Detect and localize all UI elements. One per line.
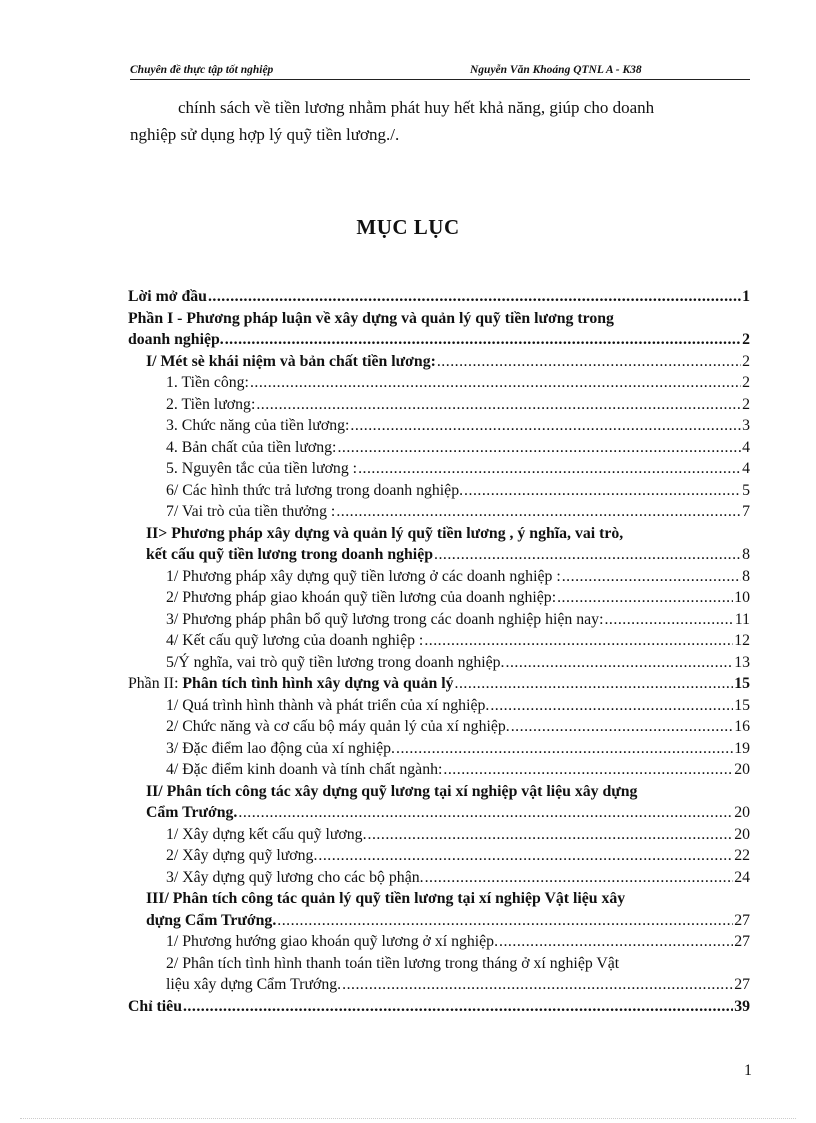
toc-entry-text: 2/ Phân tích tình hình thanh toán tiền lương trong tháng ở xí nghiệp Vật [166,954,620,972]
toc-entry-page: 2 [742,374,750,391]
toc-entry [128,802,750,824]
toc-entry-text: 2/ Phương pháp giao khoán quỹ tiền lương của doanh nghiệp: [166,589,557,606]
toc-entry-text: 3/ Phương pháp phân bổ quỹ lương trong các doanh nghiệp hiện nay: [166,610,604,628]
toc-entry-text-cont: Cẩm Trướng. [146,804,238,821]
toc-entry-page: 39 [734,997,750,1015]
toc-entry [128,458,750,480]
toc-entry-page: 4 [742,438,750,456]
toc-entry [128,566,750,588]
toc-entry-page: 10 [734,589,750,606]
toc-entry [128,716,750,738]
toc-entry-page: 20 [734,761,750,778]
toc-entry-text: 3/ Đặc điểm lao động của xí nghiệp. [166,739,395,757]
page-number: 1 [744,1062,752,1079]
toc-entry [128,824,750,846]
toc-entry-text: 1/ Phương pháp xây dựng quỹ tiền lương ở các doanh nghiệp : [166,567,561,585]
toc-entry-text: 1/ Phương hướng giao khoán quỹ lương ở xí nghiệp. [166,933,499,950]
toc-entry-text: 1. Tiền công: [166,374,249,391]
toc-entry [128,695,750,717]
toc-entry-prefix: Phần II: [128,675,179,692]
toc-entry-page: 3 [742,417,750,434]
toc-entry-text: II/ Phân tích công tác xây dựng quỹ lương tại xí nghiệp vật liệu xây dựng [146,782,638,800]
toc-entry [128,673,750,695]
toc-entry-text: Chỉ tiêu [128,997,182,1015]
toc-entry-text: 5/Ý nghĩa, vai trò quỹ tiền lương trong doanh nghiệp. [166,653,505,671]
toc-entry-page: 20 [734,825,750,843]
toc-entry-page: 27 [734,911,750,929]
toc-entry [128,931,750,953]
toc-entry-text: III/ Phân tích công tác quản lý quỹ tiền lương tại xí nghiệp Vật liệu xây [146,890,626,907]
toc-entry [128,996,750,1018]
toc-entry [128,480,750,502]
toc-entry-text: 2/ Chức năng và cơ cấu bộ máy quản lý của xí nghiệp. [166,718,510,735]
toc-entry-page: 13 [734,653,750,671]
toc-entry-page: 1 [742,288,750,305]
intro-paragraph [130,94,748,148]
toc-entry-page: 15 [734,675,750,692]
toc-entry-text: Phần I - Phương pháp luận về xây dựng và quản lý quỹ tiền lương trong [128,309,614,327]
toc-entry-text: 5. Nguyên tắc của tiền lương : [166,460,358,477]
toc-entry [128,974,750,996]
toc-entry-page: 11 [734,610,750,628]
toc-entry-page: 16 [734,718,750,735]
toc-entry [128,286,750,308]
toc-entry-page: 24 [734,868,750,886]
toc-entry-text: 4/ Đặc điểm kinh doanh và tính chất ngành: [166,761,443,778]
toc-entry-page: 12 [734,632,750,649]
page-header [130,64,750,80]
toc-entry [128,329,750,351]
toc-entry-text-cont: dựng Cẩm Trướng. [146,911,277,929]
toc-entry-text: 4/ Kết cấu quỹ lương của doanh nghiệp : [166,632,424,649]
table-of-contents [128,286,750,1017]
toc-entry [128,867,750,889]
intro-line: nghiệp sử dụng hợp lý quỹ tiền lương./. [130,125,400,144]
header-author: Nguyễn Văn Khoáng QTNL A - K38 [470,64,642,76]
toc-entry [128,351,750,373]
toc-entry [128,372,750,394]
toc-entry-page: 27 [734,976,750,993]
toc-entry [128,910,750,932]
toc-entry-text: Lời mở đầu [128,288,207,305]
toc-entry [128,501,750,523]
toc-entry-text: 2. Tiền lương: [166,395,256,413]
toc-entry [128,845,750,867]
toc-entry-page: 2 [742,331,750,348]
page-title: MỤC LỤC [356,215,460,239]
toc-entry [128,437,750,459]
header-title: Chuyên đề thực tập tốt nghiệp [130,64,274,76]
toc-entry-text: 7/ Vai trò của tiền thưởng : [166,503,336,520]
toc-entry [128,394,750,416]
toc-entry [128,759,750,781]
toc-entry-text-cont: liệu xây dựng Cẩm Trướng. [166,976,342,993]
toc-entry-text: 1/ Xây dựng kết cấu quỹ lương. [166,825,367,843]
toc-entry-text: 2/ Xây dựng quỹ lương. [166,847,318,864]
toc-entry-text: Phân tích tình hình xây dựng và quản lý [182,675,454,692]
toc-entry-page: 5 [742,481,750,499]
toc-entry-page: 19 [734,739,750,757]
toc-entry-text: 1/ Quá trình hình thành và phát triển của xí nghiệp. [166,696,490,714]
toc-entry-page: 2 [742,352,750,370]
toc-entry-page: 27 [734,933,750,950]
toc-entry-page: 4 [742,460,750,477]
toc-entry [128,587,750,609]
toc-entry-text-cont: kết cấu quỹ tiền lương trong doanh nghiệp [146,546,433,563]
toc-entry [128,415,750,437]
toc-entry [128,544,750,566]
toc-entry-page: 15 [734,696,750,714]
toc-entry [128,738,750,760]
toc-entry-page: 20 [734,804,750,821]
toc-entry-text-cont: doanh nghiệp. [128,331,224,348]
toc-entry-text: 3. Chức năng của tiền lương: [166,417,350,434]
toc-entry [128,652,750,674]
toc-entry-text: 3/ Xây dựng quỹ lương cho các bộ phận. [166,868,424,886]
toc-entry-text: 6/ Các hình thức trả lương trong doanh nghiệp. [166,481,464,499]
toc-entry-page: 7 [742,503,750,520]
toc-entry [128,609,750,631]
toc-entry-page: 22 [734,847,750,864]
page-bottom-divider [20,1118,796,1119]
toc-entry-text: I/ Mét sè khái niệm và bản chất tiền lương: [146,352,436,370]
toc-entry-page: 2 [742,395,750,413]
toc-entry-text: 4. Bản chất của tiền lương: [166,438,337,456]
toc-entry-text: II> Phương pháp xây dựng và quản lý quỹ tiền lương , ý nghĩa, vai trò, [146,524,624,542]
toc-entry-page: 8 [742,546,750,563]
toc-entry [128,630,750,652]
toc-entry-page: 8 [742,567,750,585]
intro-line: chính sách về tiền lương nhằm phát huy hết khả năng, giúp cho doanh [178,98,655,117]
